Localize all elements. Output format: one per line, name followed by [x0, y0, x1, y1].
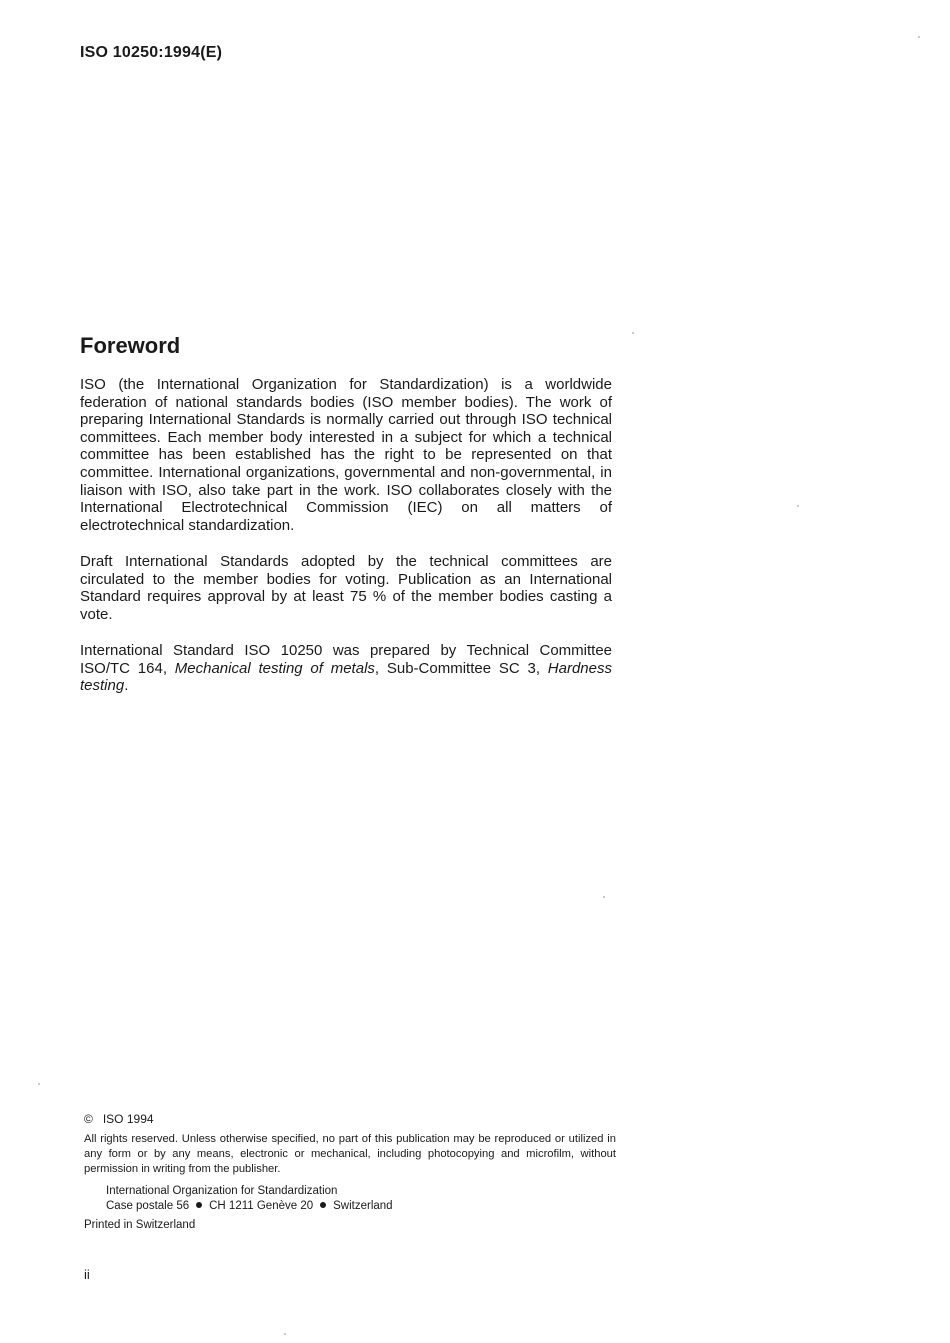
- subcommittee-title: Hardness testing: [80, 659, 612, 695]
- scan-speck: [797, 505, 799, 507]
- publisher-address: [106, 1184, 393, 1213]
- scan-speck: [632, 332, 634, 334]
- bullet-icon: [196, 1202, 202, 1208]
- scan-speck: [38, 1083, 40, 1085]
- foreword-paragraph-3: [80, 642, 612, 695]
- publisher-name: International Organization for Standardization: [106, 1185, 338, 1197]
- printed-in: Printed in Switzerland: [84, 1219, 196, 1231]
- address-postbox: Case postale 56: [106, 1199, 190, 1212]
- foreword-title: Foreword: [80, 333, 181, 358]
- scan-speck: [603, 896, 605, 898]
- copyright-line: [84, 1112, 154, 1126]
- address-line: [106, 1199, 393, 1214]
- committee-title: Mechanical testing of metals: [174, 659, 375, 677]
- copyright-symbol: ©: [84, 1112, 93, 1126]
- p3-text-mid: , Sub-Committee SC 3,: [374, 659, 548, 677]
- foreword-paragraph-2: Draft International Standards adopted by the technical committees are circulated to the member bodies for voting. Publication as an International Standard requires approval by at least 75 % of the member bodies casting a vote.: [80, 553, 612, 623]
- p3-text-end: .: [124, 677, 129, 695]
- copyright-text: ISO 1994: [102, 1112, 154, 1126]
- scan-speck: [918, 36, 920, 38]
- address-city: CH 1211 Genève 20: [209, 1199, 314, 1212]
- address-country: Switzerland: [333, 1199, 393, 1212]
- foreword-paragraph-1: ISO (the International Organization for Standardization) is a worldwide federation of national standards bodies (ISO member bodies). The work of preparing International Standards is normally carried out through ISO technical committees. Each member body interested in a subject for which a technical committee has been established has the right to be represented on that committee. International organizations, governmental and non-governmental, in liaison with ISO, also take part in the work. ISO collaborates closely with the International Electrotechnical Commission (IEC) on all matters of electrotechnical standardization.: [80, 376, 612, 534]
- rights-notice: All rights reserved. Unless otherwise specified, no part of this publication may be reproduced or utilized in any form or by any means, electronic or mechanical, including photocopying and microfilm, without permission in writing from the publisher.: [84, 1133, 616, 1175]
- p3-text-start: International Standard ISO 10250 was prepared by Technical Committee ISO/TC 164,: [80, 642, 612, 677]
- scan-speck: [284, 1333, 286, 1335]
- page-number: ii: [84, 1267, 90, 1282]
- bullet-icon: [320, 1202, 326, 1208]
- document-header-id: ISO 10250:1994(E): [80, 44, 223, 61]
